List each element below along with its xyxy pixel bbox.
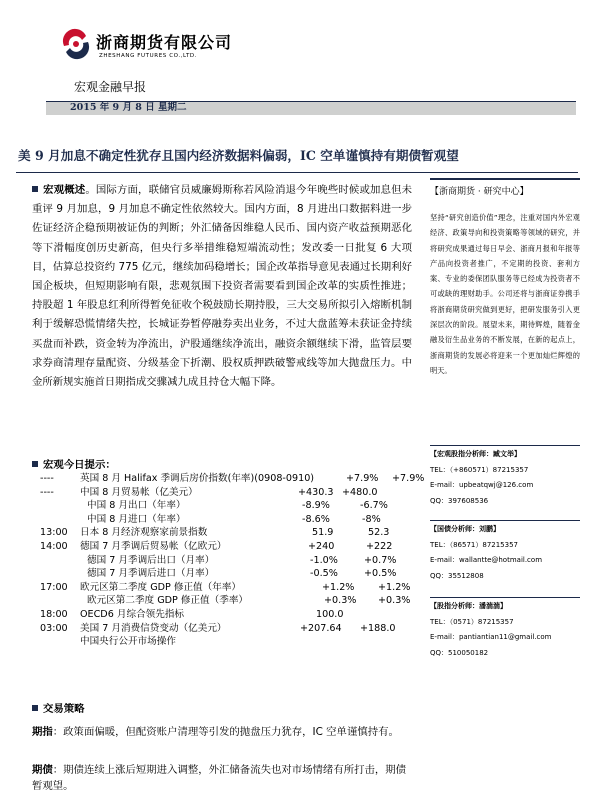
calendar-row: 14:00 德国 7 月季调后贸易帐（亿欧元） +240 +222 bbox=[40, 540, 393, 552]
sidebar-title: 【浙商期货 · 研究中心】 bbox=[430, 187, 529, 197]
strategy-section-title: 交易策略 bbox=[32, 700, 85, 715]
strategy-bond-futures: 期债：期债连续上涨后短期进入调整，外汇储备流失也对市场情绪有所打击，期债暂观望。 bbox=[32, 764, 407, 792]
sidebar-text: 坚持“研究创造价值”理念，注重对国内外宏观经济、政策导向和投资策略等领域的研究，并将研究成果通过每日早会、浙商月报和年报等产品向投资者推广，不定期的投资、套利方案、专业的委保团队服务等已经成为投资者不可或缺的理财助手。公司还将与浙商证券携手将浙商期货研究做到更好，把研发服务引入更深层次的阶段。展望未来，期待辉煌，随着金融及衍生品业务的不断发展，在新的起点上，浙商期货的发展必将迎来一个更加灿烂辉煌的明天。 bbox=[430, 213, 580, 375]
analyst-card: 【国债分析师：刘鹏】 TEL：（86571）87215357 E-mail：wallantte@hotmail.com QQ：35512808 bbox=[430, 522, 580, 584]
analyst-divider bbox=[430, 520, 580, 521]
analyst-email[interactable]: E-mail：pantiantian11@gmail.com bbox=[430, 633, 552, 641]
calendar-row: 德国 7 月季调后出口（月率） -1.0% +0.7% bbox=[87, 554, 397, 566]
company-name-cn: 浙商期货有限公司 bbox=[96, 33, 233, 52]
calendar-row: 欧元区第二季度 GDP 修正值（季率） +0.3% +0.3% bbox=[87, 595, 411, 607]
calendar-table bbox=[40, 472, 430, 649]
analyst-email[interactable]: E-mail：upbeatqwj@126.com bbox=[430, 481, 534, 489]
overview-label: 宏观概述 bbox=[43, 184, 86, 196]
company-name-en: ZHESHANG FUTURES CO.,LTD. bbox=[99, 53, 198, 59]
calendar-row: 中国 8 月出口（年率） -8.9% -6.7% bbox=[87, 500, 388, 512]
bullet-square-icon bbox=[32, 705, 38, 711]
company-logo-icon bbox=[60, 28, 92, 60]
overview-text: 。国际方面，联储官员威廉姆斯称若风险消退今年晚些时候或加息但未重评 9 月加息，9 月加息不确定性依然较大。国内方面，8 月进出口数据料进一步佐证经济企稳预期被证伪的判断；外汇储备因维稳人民币、国内资产收益预期恶化等下滑幅度创历史新高，但央行多举措维稳短端流动性；发改委一日批复 6 大项目，估算总投资约 775 亿元，继续加码稳增长；国企改革指导意见表通过长期利好国企板块，但短期影响有限，悲观氛围下投资者需要看到国企改革的实质性推进；持股超 1 年股息红利所得暂免征收个税鼓励长期持股，三大交易所拟引入熔断机制利于缓解恐慌情绪失控，长城证券暂停融券卖出业务，不过大盘蓝筹未获证金持续买盘而补跌，资金转为净流出，沪股通继续净流出，融资余额继续下滑，监管层要求券商清理存量配资、分级基金下折潮、股权质押跌破警戒线等加大抛盘压力。中金所新规实施首日期指成交骤减九成且持仓大幅下降。 bbox=[32, 184, 413, 389]
calendar-row: 德国 7 月季调后进口（月率） -0.5% +0.5% bbox=[87, 568, 397, 580]
analyst-card: 【宏观股指分析师：臧文举】 TEL：（+860571）87215357 E-mail：upbeatqwj@126.com QQ：397608536 bbox=[430, 447, 580, 509]
calendar-row: 17:00 欧元区第二季度 GDP 修正值（年率） +1.2% +1.2% bbox=[40, 581, 411, 593]
calendar-row: ---- 中国 8 月贸易帐（亿美元） +430.3 +480.0 bbox=[40, 486, 378, 498]
report-type: 宏观金融早报 bbox=[74, 80, 147, 94]
calendar-row: 中国央行公开市场操作 bbox=[80, 636, 176, 648]
headline: 美 9 月加息不确定性犹存且国内经济数据料偏弱，IC 空单谨慎持有期债暂观望 bbox=[18, 148, 459, 163]
report-date: 2015 年 9 月 8 日 星期二 bbox=[70, 102, 187, 113]
strategy-index-futures: 期指：政策面偏暖，但配资账户清理等引发的抛盘压力犹存，IC 空单谨慎持有。 bbox=[32, 726, 399, 738]
today-section-title: 宏观今日提示： bbox=[32, 456, 116, 471]
analyst-email[interactable]: E-mail：wallantte@hotmail.com bbox=[430, 556, 543, 564]
calendar-row: 中国 8 月进口（年率） -8.6% -8% bbox=[87, 513, 381, 525]
analyst-divider bbox=[430, 445, 580, 446]
analyst-card: 【股指分析师：潘湍湍】 TEL：（0571）87215357 E-mail：pantiantian11@gmail.com QQ：510050182 bbox=[430, 599, 580, 661]
calendar-row: 03:00 美国 7 月消费信贷变动（亿美元） +207.64 +188.0 bbox=[40, 622, 396, 634]
calendar-row: 18:00 OECD6 月综合领先指标 100.0 bbox=[40, 608, 344, 620]
bullet-square-icon bbox=[32, 186, 38, 192]
calendar-row: 13:00 日本 8 月经济观察家前景指数 51.9 52.3 bbox=[40, 527, 390, 539]
headline-divider bbox=[16, 172, 578, 173]
calendar-row: ---- 英国 8 月 Halifax 季调后房价指数(年率)(0908-0910) +7.9% +7.9% bbox=[40, 473, 425, 484]
bullet-square-icon bbox=[32, 461, 38, 467]
macro-overview bbox=[32, 181, 412, 392]
analyst-divider bbox=[430, 597, 580, 598]
sidebar-top-rule bbox=[430, 178, 580, 180]
